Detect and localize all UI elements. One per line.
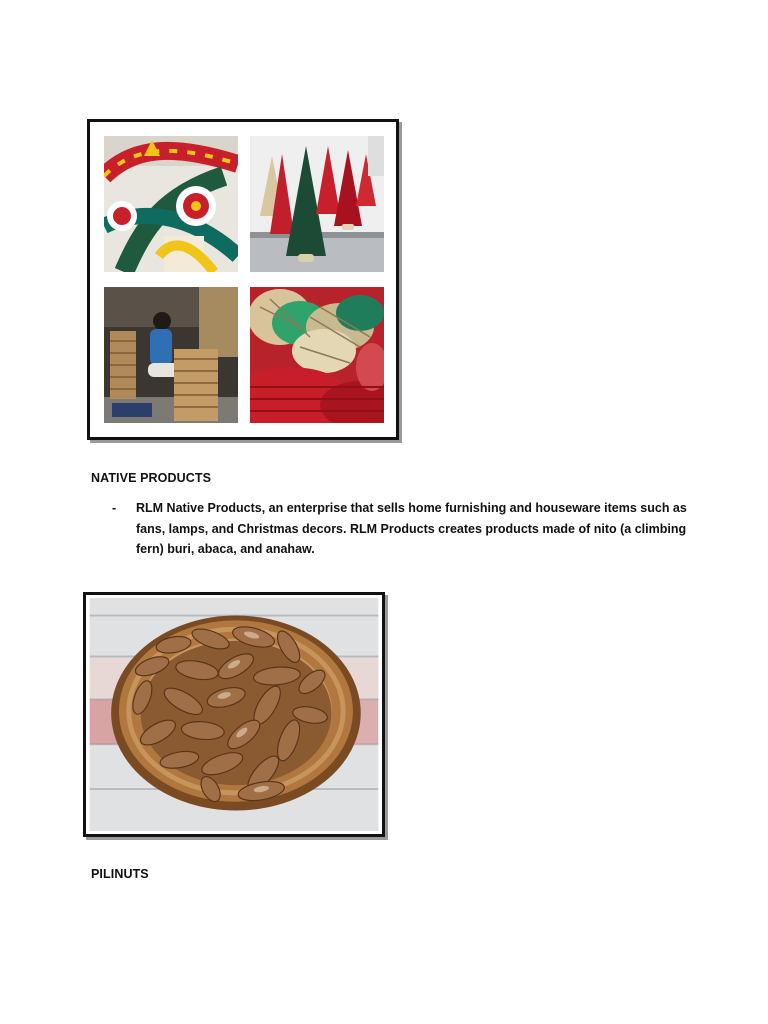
list-item-text: RLM Native Products, an enterprise that sells home furnishing and houseware items such as fans, lamps, and Christmas decors. RLM Products creates products made of nito (a climbing fern) buri, abaca, and anahaw.	[136, 501, 687, 556]
woven-fans-image	[250, 287, 384, 423]
native-products-collage	[87, 119, 399, 440]
pili-nuts-photo	[83, 592, 385, 837]
bottlebrush-trees-photo	[250, 136, 384, 272]
native-products-list	[112, 498, 702, 560]
section-heading-pilinuts: PILINUTS	[91, 867, 149, 881]
section-heading-native-products: NATIVE PRODUCTS	[91, 471, 212, 485]
pili-nuts-bowl-image	[89, 598, 379, 831]
bottlebrush-trees-image	[250, 136, 384, 272]
list-item	[112, 498, 702, 560]
list-dash-marker: -	[112, 501, 117, 515]
woven-fans-photo	[250, 287, 384, 423]
christmas-star-decor-photo	[104, 136, 238, 272]
basket-weaving-workshop-image	[104, 287, 238, 423]
basket-weaving-workshop-photo	[104, 287, 238, 423]
christmas-star-decor-image	[104, 136, 238, 272]
